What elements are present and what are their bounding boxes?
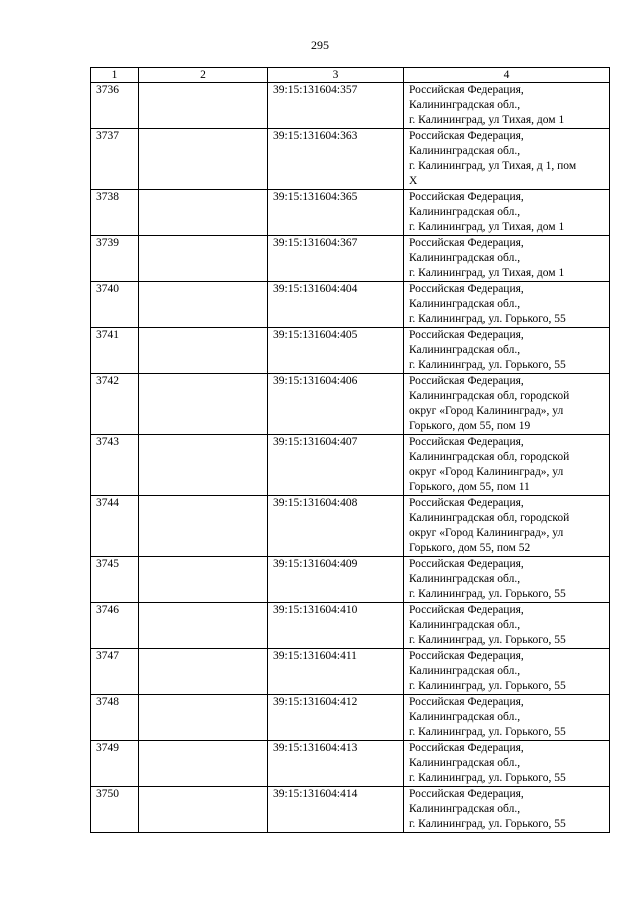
owner-cell: [139, 557, 268, 603]
address-line: г. Калининград, ул Тихая, д 1, пом: [409, 160, 577, 172]
table-row: [91, 374, 610, 435]
address-cell: [404, 374, 610, 435]
address-line: Российская Федерация,: [409, 436, 524, 448]
address-line: Калининградская обл.,: [409, 344, 521, 356]
address-line: Российская Федерация,: [409, 788, 524, 800]
registry-table: [90, 67, 610, 833]
row-number-cell: 3736: [91, 83, 139, 129]
column-header-2: 2: [139, 68, 268, 83]
column-header-4: 4: [404, 68, 610, 83]
cadastral-number-cell: 39:15:131604:404: [268, 282, 404, 328]
address-line: Российская Федерация,: [409, 191, 524, 203]
table-row: [91, 557, 610, 603]
address-line: Калининградская обл.,: [409, 711, 521, 723]
address-line: X: [409, 175, 418, 187]
address-line: г. Калининград, ул Тихая, дом 1: [409, 221, 565, 233]
address-line: Российская Федерация,: [409, 497, 524, 509]
address-cell: [404, 787, 610, 833]
address-line: г. Калининград, ул. Горького, 55: [409, 588, 566, 600]
address-line: Калининградская обл.,: [409, 298, 521, 310]
owner-cell: [139, 741, 268, 787]
address-line: г. Калининград, ул Тихая, дом 1: [409, 114, 565, 126]
page-number: 295: [311, 38, 329, 52]
address-line: Калининградская обл, городской: [409, 512, 570, 524]
table-row: [91, 741, 610, 787]
address-line: г. Калининград, ул. Горького, 55: [409, 818, 566, 830]
address-line: Калининградская обл.,: [409, 665, 521, 677]
table-row: [91, 496, 610, 557]
cadastral-number-cell: 39:15:131604:363: [268, 129, 404, 190]
table-row: [91, 190, 610, 236]
owner-cell: [139, 328, 268, 374]
address-cell: [404, 129, 610, 190]
cadastral-number-cell: 39:15:131604:408: [268, 496, 404, 557]
owner-cell: [139, 83, 268, 129]
row-number-cell: 3737: [91, 129, 139, 190]
cadastral-number-cell: 39:15:131604:413: [268, 741, 404, 787]
address-cell: [404, 236, 610, 282]
address-cell: [404, 557, 610, 603]
table-row: [91, 435, 610, 496]
cadastral-number-cell: 39:15:131604:405: [268, 328, 404, 374]
owner-cell: [139, 374, 268, 435]
address-line: Калининградская обл.,: [409, 803, 521, 815]
owner-cell: [139, 496, 268, 557]
address-line: Калининградская обл.,: [409, 145, 521, 157]
row-number-cell: 3747: [91, 649, 139, 695]
table-row: [91, 328, 610, 374]
address-line: Российская Федерация,: [409, 130, 524, 142]
table-row: [91, 129, 610, 190]
row-number-cell: 3750: [91, 787, 139, 833]
address-line: Российская Федерация,: [409, 742, 524, 754]
cadastral-number-cell: 39:15:131604:406: [268, 374, 404, 435]
row-number-cell: 3742: [91, 374, 139, 435]
table-row: [91, 787, 610, 833]
address-line: г. Калининград, ул. Горького, 55: [409, 634, 566, 646]
table-row: [91, 282, 610, 328]
address-cell: [404, 741, 610, 787]
address-line: округ «Город Калининград», ул: [409, 527, 564, 539]
address-line: Горького, дом 55, пом 11: [409, 481, 530, 493]
row-number-cell: 3749: [91, 741, 139, 787]
cadastral-number-cell: 39:15:131604:410: [268, 603, 404, 649]
row-number-cell: 3738: [91, 190, 139, 236]
table-row: [91, 603, 610, 649]
address-line: Калининградская обл.,: [409, 619, 521, 631]
address-line: Калининградская обл, городской: [409, 451, 570, 463]
cadastral-number-cell: 39:15:131604:409: [268, 557, 404, 603]
address-line: Российская Федерация,: [409, 237, 524, 249]
address-cell: [404, 496, 610, 557]
address-line: г. Калининград, ул. Горького, 55: [409, 772, 566, 784]
owner-cell: [139, 787, 268, 833]
address-line: округ «Город Калининград», ул: [409, 466, 564, 478]
row-number-cell: 3748: [91, 695, 139, 741]
address-line: Российская Федерация,: [409, 558, 524, 570]
address-line: г. Калининград, ул. Горького, 55: [409, 359, 566, 371]
address-line: Горького, дом 55, пом 52: [409, 542, 531, 554]
column-header-3: 3: [268, 68, 404, 83]
table-row: [91, 236, 610, 282]
row-number-cell: 3743: [91, 435, 139, 496]
row-number-cell: 3745: [91, 557, 139, 603]
address-line: Калининградская обл, городской: [409, 390, 570, 402]
address-line: Горького, дом 55, пом 19: [409, 420, 531, 432]
address-line: г. Калининград, ул. Горького, 55: [409, 726, 566, 738]
address-cell: [404, 282, 610, 328]
address-line: Калининградская обл.,: [409, 252, 521, 264]
cadastral-number-cell: 39:15:131604:412: [268, 695, 404, 741]
address-line: Калининградская обл.,: [409, 573, 521, 585]
row-number-cell: 3744: [91, 496, 139, 557]
cadastral-number-cell: 39:15:131604:357: [268, 83, 404, 129]
address-line: Российская Федерация,: [409, 650, 524, 662]
address-cell: [404, 328, 610, 374]
row-number-cell: 3746: [91, 603, 139, 649]
address-line: г. Калининград, ул. Горького, 55: [409, 680, 566, 692]
owner-cell: [139, 435, 268, 496]
address-cell: [404, 83, 610, 129]
cadastral-number-cell: 39:15:131604:411: [268, 649, 404, 695]
owner-cell: [139, 236, 268, 282]
address-line: Российская Федерация,: [409, 84, 524, 96]
address-line: Калининградская обл.,: [409, 757, 521, 769]
cadastral-number-cell: 39:15:131604:367: [268, 236, 404, 282]
table-row: [91, 83, 610, 129]
row-number-cell: 3741: [91, 328, 139, 374]
address-line: Российская Федерация,: [409, 604, 524, 616]
address-cell: [404, 190, 610, 236]
address-line: Российская Федерация,: [409, 696, 524, 708]
address-cell: [404, 603, 610, 649]
row-number-cell: 3739: [91, 236, 139, 282]
address-line: Калининградская обл.,: [409, 206, 521, 218]
address-line: г. Калининград, ул. Горького, 55: [409, 313, 566, 325]
cadastral-number-cell: 39:15:131604:407: [268, 435, 404, 496]
cadastral-number-cell: 39:15:131604:365: [268, 190, 404, 236]
owner-cell: [139, 190, 268, 236]
table-body: [91, 83, 610, 833]
column-header-1: 1: [91, 68, 139, 83]
address-cell: [404, 649, 610, 695]
address-line: Калининградская обл.,: [409, 99, 521, 111]
address-line: Российская Федерация,: [409, 283, 524, 295]
cadastral-number-cell: 39:15:131604:414: [268, 787, 404, 833]
owner-cell: [139, 649, 268, 695]
row-number-cell: 3740: [91, 282, 139, 328]
address-cell: [404, 435, 610, 496]
address-line: округ «Город Калининград», ул: [409, 405, 564, 417]
address-line: Российская Федерация,: [409, 329, 524, 341]
address-line: г. Калининград, ул Тихая, дом 1: [409, 267, 565, 279]
owner-cell: [139, 695, 268, 741]
owner-cell: [139, 282, 268, 328]
header-row: [91, 68, 610, 83]
owner-cell: [139, 603, 268, 649]
owner-cell: [139, 129, 268, 190]
address-cell: [404, 695, 610, 741]
address-line: Российская Федерация,: [409, 375, 524, 387]
table-row: [91, 695, 610, 741]
table-row: [91, 649, 610, 695]
